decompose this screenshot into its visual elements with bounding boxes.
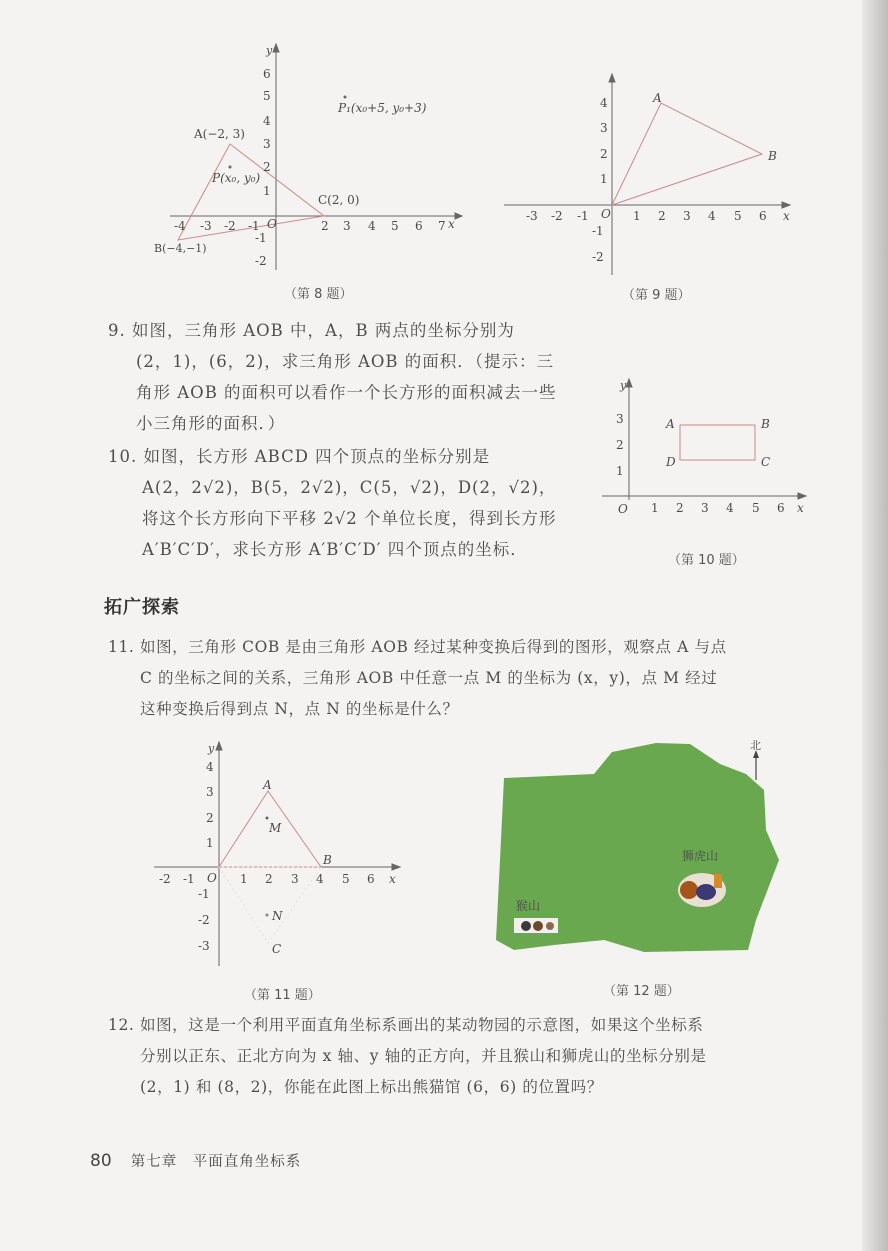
fig8-y-tick: 3: [263, 137, 271, 151]
fig8-x-tick-labels: [174, 219, 446, 233]
problem-10-line: 将这个长方形向下平移 2√2 个单位长度，得到长方形: [142, 509, 557, 528]
fig11-origin: O: [207, 871, 217, 885]
fig8-x-tick: 4: [368, 219, 376, 233]
fig8-point-P1: [344, 96, 347, 99]
fig9-x-tick: 1: [633, 209, 641, 223]
fig11-point-N: [266, 914, 269, 917]
figure-9-triangle-AOB: [500, 70, 800, 275]
lion-tiger-hill-label: 狮虎山: [682, 849, 719, 863]
fig8-origin: O: [267, 217, 277, 231]
lion-tiger-hill-icon: [678, 873, 726, 907]
fig8-y-tick: 1: [263, 184, 271, 198]
fig9-point-A-label: A: [653, 91, 662, 105]
fig8-y-axis-label: y: [266, 44, 273, 57]
problem-9-line: 小三角形的面积．）: [136, 414, 286, 433]
figure-11-triangle-AOB-COB: [150, 738, 410, 968]
fig10-caption: （第 10 题）: [668, 553, 745, 568]
fig10-y-axis-label: y: [620, 379, 627, 392]
problem-11-line: 这种变换后得到点 N，点 N 的坐标是什么？: [140, 700, 459, 718]
fig8-y-tick: 4: [263, 114, 271, 128]
fig8-x-tick: 7: [438, 219, 446, 233]
fig8-point-P: [229, 166, 232, 169]
problem-10-line: 10. 如图，长方形 ABCD 四个顶点的坐标分别是: [108, 447, 491, 466]
fig11-point-M-label: M: [269, 821, 282, 835]
fig11-point-M: [266, 817, 269, 820]
fig11-x-tick: 6: [367, 872, 375, 886]
section-heading: 拓广探索: [104, 597, 180, 618]
fig10-y-tick: 3: [616, 412, 624, 426]
fig11-x-tick: -1: [183, 872, 195, 886]
problem-9-line: 9. 如图，三角形 AOB 中，A，B 两点的坐标分别为: [108, 321, 515, 340]
fig10-point-A-label: A: [666, 417, 675, 431]
fig11-x-tick: 1: [240, 872, 248, 886]
fig11-x-tick: 2: [265, 872, 273, 886]
fig12-caption: （第 12 题）: [603, 984, 680, 999]
fig8-point-P1-label: P₁(x₀+5, y₀+3): [338, 101, 427, 115]
problem-11-line: 11. 如图，三角形 COB 是由三角形 AOB 经过某种变换后得到的图形，观察点 A 与点: [108, 638, 727, 656]
page-footer: [90, 1150, 301, 1171]
fig10-x-tick: 5: [752, 501, 760, 515]
north-label: 北: [750, 740, 761, 752]
fig9-x-tick: -2: [551, 209, 563, 223]
fig11-point-N-label: N: [272, 909, 283, 923]
fig11-x-tick: 3: [291, 872, 299, 886]
fig9-caption: （第 9 题）: [622, 288, 691, 303]
fig9-x-tick: -3: [526, 209, 538, 223]
fig8-x-tick: 5: [391, 219, 399, 233]
fig11-x-axis-label: x: [389, 872, 396, 886]
fig9-x-tick: 5: [734, 209, 742, 223]
fig11-point-B-label: B: [323, 853, 332, 867]
fig11-point-A-label: A: [263, 778, 272, 792]
fig10-x-tick: 6: [777, 501, 785, 515]
fig10-origin: O: [618, 502, 628, 516]
fig8-point-C-label: C(2, 0): [318, 193, 360, 207]
fig11-y-tick: -1: [198, 887, 210, 901]
fig9-x-tick: 4: [708, 209, 716, 223]
page-edge: [862, 0, 888, 1251]
figure-10-rectangle-ABCD: [598, 375, 818, 525]
fig11-y-tick: -2: [198, 913, 210, 927]
figure-8-coordinate-plane: [150, 40, 470, 270]
fig8-x-tick: -4: [174, 219, 186, 233]
fig8-y-tick: -2: [255, 254, 267, 268]
fig8-y-tick: -1: [255, 231, 267, 245]
fig10-x-tick: 2: [676, 501, 684, 515]
fig8-point-P-label: P(x₀, y₀): [212, 171, 261, 185]
fig9-point-B-label: B: [768, 149, 777, 163]
fig11-y-tick: 4: [206, 760, 214, 774]
fig9-y-tick: -1: [592, 224, 604, 238]
monkey-hill-icon: [514, 918, 558, 933]
problem-10-line: A(2，2√2)，B(5，2√2)，C(5，√2)，D(2，√2)，: [142, 478, 557, 497]
fig11-y-tick: -3: [198, 939, 210, 953]
fig10-point-C-label: C: [761, 455, 771, 469]
figure-12-zoo-map: [494, 740, 784, 958]
problem-10: [108, 441, 594, 565]
fig9-x-tick: -1: [577, 209, 589, 223]
problem-9: [108, 315, 594, 439]
fig8-y-tick: 6: [263, 67, 271, 81]
fig9-origin: O: [601, 207, 611, 221]
fig10-point-B-label: B: [761, 417, 770, 431]
fig8-x-tick: -3: [200, 219, 212, 233]
problem-12-line: 12. 如图，这是一个利用平面直角坐标系画出的某动物园的示意图，如果这个坐标系: [108, 1016, 704, 1034]
fig9-x-tick: 2: [658, 209, 666, 223]
fig9-x-tick: 6: [759, 209, 767, 223]
fig11-x-tick: -2: [159, 872, 171, 886]
fig9-y-tick: 3: [600, 121, 608, 135]
fig9-y-tick: 4: [600, 96, 608, 110]
problem-12-line: 分别以正东、正北方向为 x 轴、y 轴的正方向，并且猴山和狮虎山的坐标分别是: [140, 1047, 707, 1065]
fig11-y-axis-label: y: [208, 742, 215, 755]
fig10-y-tick: 2: [616, 438, 624, 452]
problem-11: [108, 632, 828, 725]
fig8-caption: （第 8 题）: [284, 287, 353, 302]
fig8-x-tick: 3: [343, 219, 351, 233]
fig9-y-tick: 2: [600, 147, 608, 161]
problem-10-line: A′B′C′D′，求长方形 A′B′C′D′ 四个顶点的坐标．: [142, 540, 528, 559]
page-number: 80: [90, 1151, 112, 1171]
fig11-point-C-label: C: [272, 942, 282, 956]
fig8-point-A-label: A(−2, 3): [194, 127, 245, 141]
fig10-x-tick: 1: [651, 501, 659, 515]
fig8-y-tick: 5: [263, 89, 271, 103]
zoo-map-shape: [494, 740, 784, 958]
fig11-y-tick: 3: [206, 785, 214, 799]
fig8-y-tick: 2: [263, 160, 271, 174]
fig10-x-tick: 3: [701, 501, 709, 515]
monkey-hill-label: 猴山: [516, 899, 541, 913]
fig8-x-tick: 2: [321, 219, 329, 233]
fig9-y-tick: 1: [600, 172, 608, 186]
fig9-x-axis-label: x: [783, 209, 790, 223]
problem-12: [108, 1010, 828, 1103]
fig11-y-tick: 2: [206, 811, 214, 825]
problem-9-line: 角形 AOB 的面积可以看作一个长方形的面积减去一些: [136, 383, 557, 402]
problem-11-line: C 的坐标之间的关系，三角形 AOB 中任意一点 M 的坐标为 (x，y)，点 M 经过: [140, 669, 718, 687]
fig11-y-tick: 1: [206, 836, 214, 850]
chapter-title: 第七章 平面直角坐标系: [130, 1154, 302, 1170]
fig8-y-tick-labels: [255, 67, 271, 268]
fig10-x-axis-label: x: [797, 501, 804, 515]
problem-9-line: (2，1)，(6，2)，求三角形 AOB 的面积．（提示：三: [136, 352, 555, 371]
fig10-point-D-label: D: [666, 455, 676, 469]
fig8-x-tick: -2: [224, 219, 236, 233]
fig10-y-tick: 1: [616, 464, 624, 478]
fig10-x-tick: 4: [726, 501, 734, 515]
fig9-x-tick: 3: [683, 209, 691, 223]
fig11-caption: （第 11 题）: [244, 988, 321, 1003]
fig11-x-tick: 4: [316, 872, 324, 886]
fig8-x-axis-label: x: [448, 217, 455, 231]
fig11-x-tick: 5: [342, 872, 350, 886]
fig8-point-B-label: B(−4,−1): [154, 242, 207, 255]
fig8-x-tick: -1: [248, 219, 260, 233]
fig9-y-tick: -2: [592, 250, 604, 264]
fig8-x-tick: 6: [415, 219, 423, 233]
problem-12-line: (2，1) 和 (8，2)，你能在此图上标出熊猫馆 (6，6) 的位置吗？: [140, 1078, 603, 1096]
